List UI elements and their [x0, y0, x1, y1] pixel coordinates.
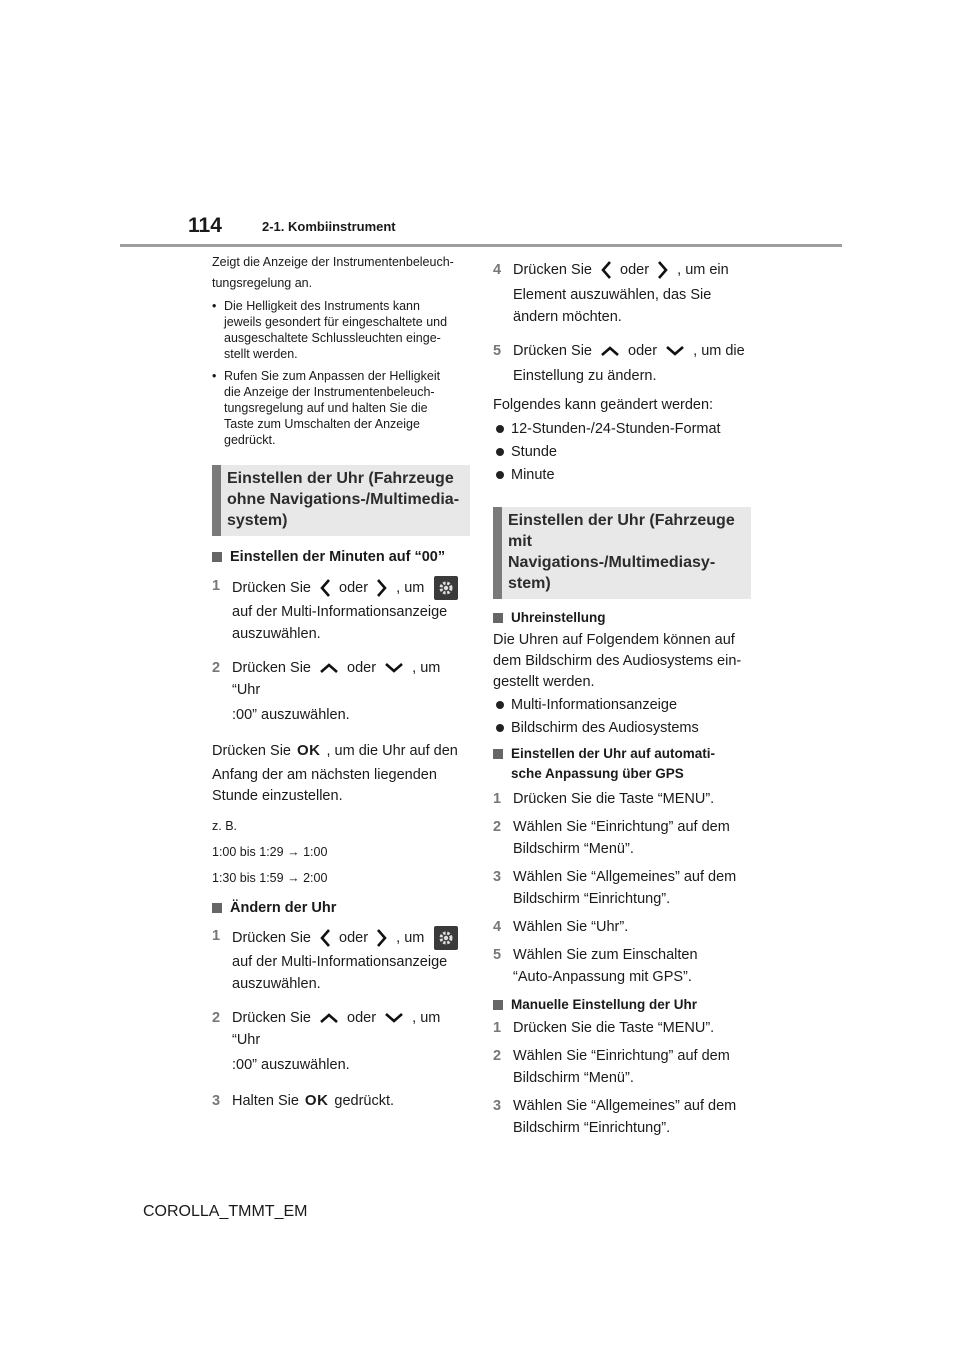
subheading-change-clock	[212, 898, 470, 918]
chevron-up-icon	[319, 662, 339, 674]
intro-line: Zeigt die Anzeige der Instrumentenbeleuch-	[212, 255, 454, 269]
example-block	[212, 816, 470, 889]
step-text	[513, 1095, 751, 1139]
paragraph-line: Anfang der am nächsten liegenden	[212, 767, 437, 783]
section-heading-box	[212, 465, 470, 536]
paragraph-line: Stunde einzustellen.	[212, 788, 343, 804]
paragraph-text-part: , um die Uhr auf den	[326, 743, 458, 759]
example-to: 2:00	[303, 871, 328, 885]
step-text	[232, 925, 470, 995]
step-text-part: Drücken Sie	[513, 343, 592, 359]
example-row	[212, 868, 470, 889]
dot-bullet-icon	[496, 471, 504, 479]
step-text-part: oder	[620, 262, 650, 278]
note-line: ausgeschaltete Schlussleuchten einge-	[224, 331, 441, 345]
step	[493, 1045, 751, 1089]
chevron-up-icon	[600, 345, 620, 357]
step-text-part: gedrückt.	[334, 1093, 395, 1109]
list-item-text: Stunde	[511, 444, 557, 460]
list-item-text: Minute	[511, 467, 555, 483]
right-column	[493, 259, 751, 1139]
note-line: die Anzeige der Instrumentenbeleuch-	[224, 385, 435, 399]
paragraph-text-part: Drücken Sie	[212, 743, 291, 759]
step-number: 1	[493, 791, 502, 807]
arrow-right-icon: →	[287, 845, 300, 859]
list-item	[493, 464, 751, 486]
subheading-text: Uhreinstellung	[511, 610, 606, 625]
step-text	[513, 1017, 751, 1039]
subheading-text: Einstellen der Minuten auf “00”	[230, 549, 446, 565]
step-text-part: Drücken Sie	[232, 580, 311, 596]
step-text-line: ändern möchten.	[513, 309, 622, 325]
step-text-part: Drücken Sie	[232, 660, 311, 676]
step	[493, 866, 751, 910]
chevron-down-icon	[384, 662, 404, 674]
step-number: 2	[212, 1010, 221, 1026]
subheading-clock-setting	[493, 608, 751, 628]
step-number: 5	[493, 343, 502, 359]
left-column	[212, 252, 470, 1112]
step-number: 3	[493, 869, 502, 885]
subheading-text: Manuelle Einstellung der Uhr	[511, 997, 698, 1012]
chevron-left-icon	[600, 260, 612, 280]
step-text-line: Bildschirm “Einrichtung”.	[513, 891, 671, 907]
step-number: 2	[493, 819, 502, 835]
section-heading-line: system)	[227, 512, 288, 529]
section-heading-box	[493, 507, 751, 599]
note-line: jeweils gesondert für eingeschaltete und	[224, 315, 448, 329]
paragraph-line: gestellt werden.	[493, 674, 595, 690]
step-text	[513, 816, 751, 860]
gear-icon	[434, 576, 458, 600]
step-text	[513, 866, 751, 910]
step	[493, 816, 751, 860]
step-number: 1	[212, 578, 221, 594]
step	[212, 925, 470, 995]
example-from: 1:30 bis 1:59	[212, 871, 284, 885]
chevron-right-icon	[376, 928, 388, 948]
step	[212, 575, 470, 645]
step-text-line: :00” auszuwählen.	[232, 1057, 350, 1073]
step	[493, 259, 751, 328]
step-text-line: Wählen Sie “Uhr”.	[513, 919, 629, 935]
step-text-line: :00” auszuwählen.	[232, 707, 350, 723]
step-text-part: , um	[396, 930, 425, 946]
note-line: stellt werden.	[224, 347, 298, 361]
footer-model-code: COROLLA_TMMT_EM	[143, 1203, 308, 1220]
chapter-title: 2-1. Kombiinstrument	[262, 219, 396, 234]
step-text-part: , um	[396, 580, 425, 596]
page-number: 114	[188, 214, 222, 237]
square-bullet-icon	[493, 1000, 503, 1010]
step-text	[232, 1090, 470, 1112]
step-text	[513, 788, 751, 810]
step	[493, 340, 751, 387]
ok-button-icon: OK	[296, 742, 321, 759]
step-text-part: oder	[347, 660, 377, 676]
note-bullet	[212, 368, 470, 448]
dot-bullet-icon	[496, 701, 504, 709]
paragraph	[493, 630, 751, 693]
list-item	[493, 441, 751, 463]
note-line: gedrückt.	[224, 433, 276, 447]
step-number: 3	[493, 1098, 502, 1114]
step-text	[513, 1045, 751, 1089]
example-to: 1:00	[303, 845, 328, 859]
header-divider	[120, 244, 842, 247]
step	[493, 1095, 751, 1139]
example-label: z. B.	[212, 819, 238, 833]
step	[493, 944, 751, 988]
step-text-part: oder	[339, 580, 369, 596]
list-item-text: 12-Stunden-/24-Stunden-Format	[511, 421, 721, 437]
ok-button-icon: OK	[304, 1092, 329, 1109]
section-heading-line: mit Navigations-/Multimediasy-	[508, 533, 716, 571]
chevron-left-icon	[319, 928, 331, 948]
chevron-down-icon	[384, 1012, 404, 1024]
step-number: 2	[212, 660, 221, 676]
example-from: 1:00 bis 1:29	[212, 845, 284, 859]
step-text-part: , um “Uhr	[232, 660, 441, 698]
subheading-text: sche Anpassung über GPS	[511, 766, 684, 781]
note-line: tungsregelung auf und halten Sie die	[224, 401, 428, 415]
step-text-line: Wählen Sie “Allgemeines” auf dem	[513, 869, 737, 885]
arrow-right-icon: →	[287, 871, 300, 885]
chevron-right-icon	[657, 260, 669, 280]
step-text-part: Drücken Sie	[232, 930, 311, 946]
square-bullet-icon	[493, 613, 503, 623]
subheading-text: Ändern der Uhr	[230, 900, 337, 916]
step	[212, 1090, 470, 1112]
step	[493, 1017, 751, 1039]
chevron-down-icon	[665, 345, 685, 357]
note-bullet	[212, 298, 470, 362]
note-line: • Rufen Sie zum Anpassen der Helligkeit	[224, 369, 441, 383]
step-text-line: auf der Multi-Informationsanzeige	[232, 604, 448, 620]
step-text-part: Drücken Sie	[513, 262, 592, 278]
dot-bullet-icon	[496, 448, 504, 456]
step-text-part: Halten Sie	[232, 1093, 299, 1109]
list-item-text: Bildschirm des Audiosystems	[511, 720, 699, 736]
step-text	[513, 916, 751, 938]
step-text-line: auszuwählen.	[232, 976, 321, 992]
list-item	[493, 717, 751, 739]
section-heading-line: Einstellen der Uhr (Fahrzeuge	[508, 512, 735, 529]
step-text-line: Bildschirm “Menü”.	[513, 841, 634, 857]
step-text	[513, 340, 751, 387]
step-text-line: Drücken Sie die Taste “MENU”.	[513, 1020, 715, 1036]
list-item	[493, 694, 751, 716]
intro-line: tungsregelung an.	[212, 276, 313, 290]
note-line: • Die Helligkeit des Instruments kann	[224, 299, 420, 313]
list-item	[493, 418, 751, 440]
step-text	[513, 259, 751, 328]
section-heading-line: ohne Navigations-/Multimedia-	[227, 491, 460, 508]
subheading-text: Einstellen der Uhr auf automati-	[511, 746, 716, 761]
step-text-part: oder	[628, 343, 658, 359]
dot-bullet-icon	[496, 724, 504, 732]
intro-text	[212, 252, 470, 294]
step-text-line: Bildschirm “Einrichtung”.	[513, 1120, 671, 1136]
ok-paragraph	[212, 740, 470, 807]
step-text-line: Wählen Sie “Einrichtung” auf dem	[513, 819, 730, 835]
step-number: 3	[212, 1093, 221, 1109]
paragraph-line: dem Bildschirm des Audiosystems ein-	[493, 653, 742, 669]
list-item-text: Multi-Informationsanzeige	[511, 697, 678, 713]
changeable-intro: Folgendes kann geändert werden:	[493, 397, 714, 413]
step-text	[232, 657, 470, 726]
step-number: 1	[493, 1020, 502, 1036]
step-text-part: , um die	[693, 343, 745, 359]
step-number: 5	[493, 947, 502, 963]
step-text-part: , um “Uhr	[232, 1010, 441, 1048]
subheading-manual	[493, 995, 751, 1015]
gear-icon	[434, 926, 458, 950]
step-text	[232, 1007, 470, 1076]
note-line: Taste zum Umschalten der Anzeige	[224, 417, 420, 431]
paragraph-line: Die Uhren auf Folgendem können auf	[493, 632, 735, 648]
square-bullet-icon	[212, 903, 222, 913]
step-number: 4	[493, 262, 502, 278]
step-text-line: Element auszuwählen, das Sie	[513, 287, 712, 303]
square-bullet-icon	[493, 749, 503, 759]
example-row	[212, 842, 470, 863]
step-text-line: auf der Multi-Informationsanzeige	[232, 954, 448, 970]
step-text-line: Drücken Sie die Taste “MENU”.	[513, 791, 715, 807]
step-number: 1	[212, 928, 221, 944]
step-number: 4	[493, 919, 502, 935]
step-text-line: Wählen Sie “Einrichtung” auf dem	[513, 1048, 730, 1064]
step-text-line: “Auto-Anpassung mit GPS”.	[513, 969, 692, 985]
dot-bullet-icon	[496, 425, 504, 433]
step-text-part: Drücken Sie	[232, 1010, 311, 1026]
step-text-line: Wählen Sie zum Einschalten	[513, 947, 698, 963]
chevron-up-icon	[319, 1012, 339, 1024]
step-text-line: auszuwählen.	[232, 626, 321, 642]
step-text-line: Wählen Sie “Allgemeines” auf dem	[513, 1098, 737, 1114]
step-text-line: Bildschirm “Menü”.	[513, 1070, 634, 1086]
chevron-right-icon	[376, 578, 388, 598]
step	[493, 788, 751, 810]
step-text	[513, 944, 751, 988]
subheading-minutes	[212, 547, 470, 567]
step-number: 2	[493, 1048, 502, 1064]
step-text-part: oder	[339, 930, 369, 946]
step	[212, 657, 470, 726]
section-heading-line: Einstellen der Uhr (Fahrzeuge	[227, 470, 454, 487]
step-text-part: , um ein	[677, 262, 729, 278]
chevron-left-icon	[319, 578, 331, 598]
step	[493, 916, 751, 938]
step-text	[232, 575, 470, 645]
step	[212, 1007, 470, 1076]
section-heading-line: stem)	[508, 575, 551, 592]
step-text-part: oder	[347, 1010, 377, 1026]
step-text-line: Einstellung zu ändern.	[513, 368, 657, 384]
subheading-gps	[493, 744, 751, 784]
square-bullet-icon	[212, 552, 222, 562]
